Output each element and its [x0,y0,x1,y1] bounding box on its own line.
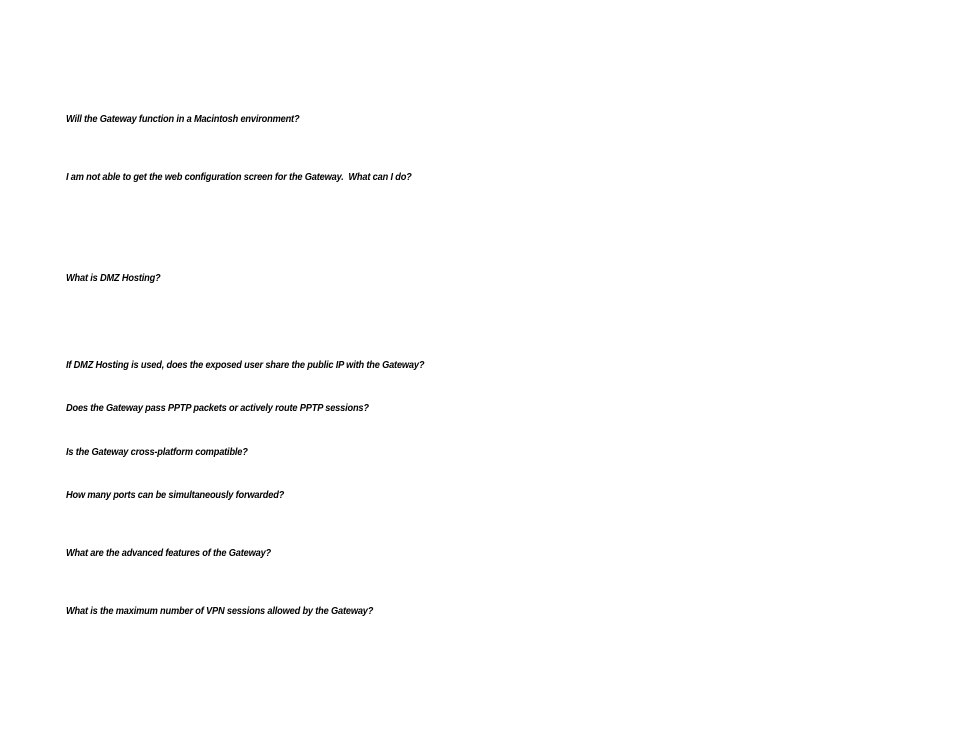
faq-question-advanced-features: What are the advanced features of the Gateway? [66,547,271,559]
faq-question-pptp: Does the Gateway pass PPTP packets or actively route PPTP sessions? [66,402,369,414]
faq-question-dmz-hosting: What is DMZ Hosting? [66,272,161,284]
faq-question-macintosh: Will the Gateway function in a Macintosh environment? [66,113,300,125]
faq-question-vpn-sessions: What is the maximum number of VPN sessions allowed by the Gateway? [66,605,374,617]
faq-question-dmz-public-ip: If DMZ Hosting is used, does the exposed user share the public IP with the Gateway? [66,359,425,371]
faq-question-port-forwarding: How many ports can be simultaneously forwarded? [66,489,285,501]
faq-question-cross-platform: Is the Gateway cross-platform compatible? [66,446,248,458]
faq-question-web-configuration: I am not able to get the web configuration screen for the Gateway. What can I do? [66,171,412,183]
